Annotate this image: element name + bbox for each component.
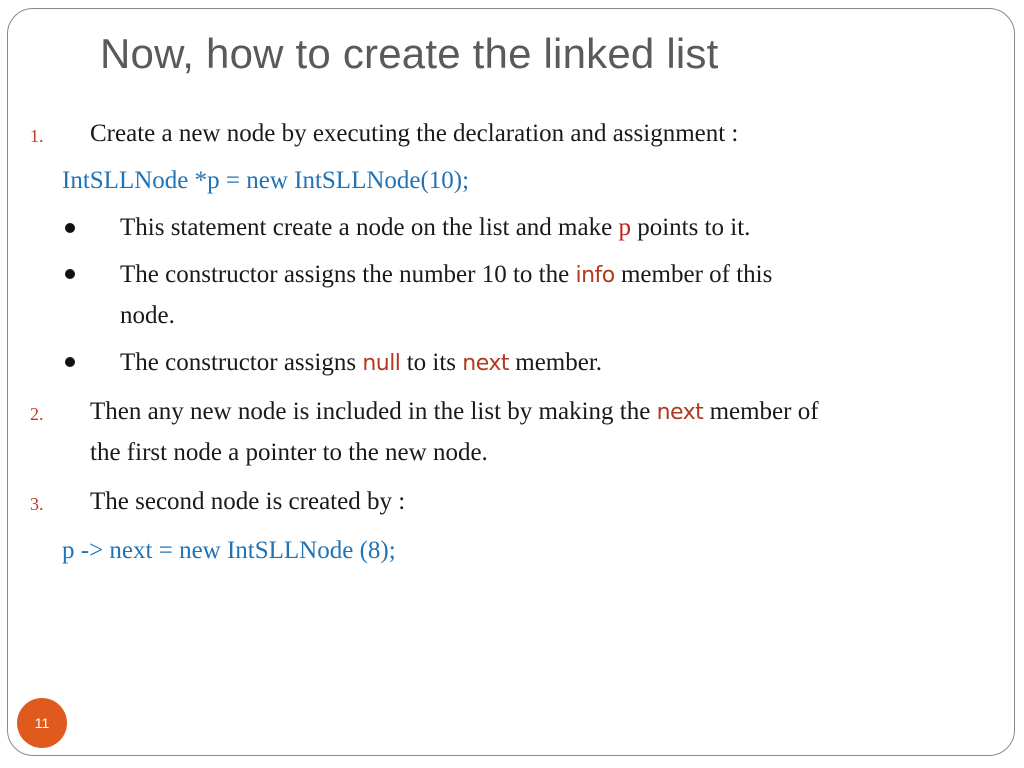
bullet-1-post: points to it. — [630, 214, 751, 241]
page-number-badge: 11 — [17, 698, 67, 748]
bullet-3-text — [120, 343, 602, 384]
item-2-post: member of — [703, 398, 819, 425]
bullet-2-continuation: node. — [120, 302, 175, 329]
list-number-2: 2. — [30, 404, 44, 424]
code-line-2: p -> next = new IntSLLNode (8); — [62, 537, 396, 564]
bullet-3 — [65, 357, 75, 367]
bullet-2-text — [120, 255, 772, 296]
bullet-1 — [65, 223, 75, 233]
list-number-1: 1. — [30, 126, 44, 146]
var-p: p — [618, 214, 631, 241]
bullet-2-pre: The constructor assigns the number 10 to the — [120, 261, 576, 288]
bullet-2 — [65, 269, 75, 279]
bullet-3-post: member. — [509, 349, 603, 376]
code-line-1: IntSLLNode *p = new IntSLLNode(10); — [62, 167, 470, 194]
var-info: info — [575, 263, 615, 288]
bullet-1-text — [120, 208, 750, 248]
bullet-2-post: member of this — [614, 261, 773, 288]
item-3-text: The second node is created by : — [90, 488, 406, 515]
var-null: null — [362, 351, 401, 376]
bullet-3-mid: to its — [400, 349, 463, 376]
item-1-text: Create a new node by executing the declaration and assignment : — [90, 120, 739, 147]
list-number-3: 3. — [30, 494, 44, 514]
item-2-text — [90, 392, 819, 433]
slide-title: Now, how to create the linked list — [100, 30, 719, 77]
var-next: next — [462, 351, 510, 376]
bullet-3-pre: The constructor assigns — [120, 349, 363, 376]
item-2-continuation: the first node a pointer to the new node. — [90, 439, 488, 466]
item-2-pre: Then any new node is included in the list by making the — [90, 398, 657, 425]
bullet-1-pre: This statement create a node on the list and make — [120, 214, 619, 241]
var-next-2: next — [656, 400, 704, 425]
